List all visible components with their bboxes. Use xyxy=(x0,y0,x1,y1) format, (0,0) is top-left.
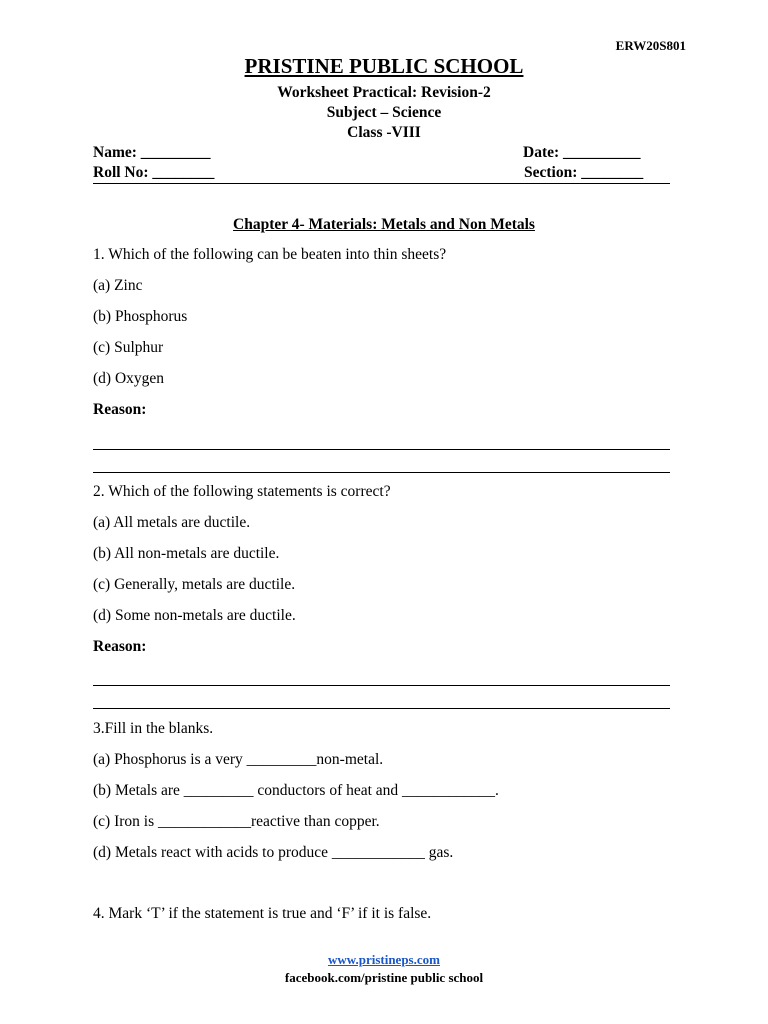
question-2-option-d: (d) Some non-metals are ductile. xyxy=(93,607,296,624)
question-3-item-c: (c) Iron is ____________reactive than copper. xyxy=(93,813,380,830)
section-field: Section: ________ xyxy=(524,164,644,181)
question-1-option-c: (c) Sulphur xyxy=(93,339,164,356)
question-3-item-a: (a) Phosphorus is a very _________non-metal. xyxy=(93,751,384,768)
document-code: ERW20S801 xyxy=(615,38,686,53)
class-line: Class -VIII xyxy=(347,124,421,141)
question-3-item-d: (d) Metals react with acids to produce ____________ gas. xyxy=(93,844,454,861)
question-2-answer-line xyxy=(93,685,670,686)
question-1-answer-line xyxy=(93,449,670,450)
question-1-option-b: (b) Phosphorus xyxy=(93,308,188,325)
question-3-item-b: (b) Metals are _________ conductors of heat and ____________. xyxy=(93,782,499,799)
question-2: 2. Which of the following statements is correct? xyxy=(93,483,391,500)
chapter-title: Chapter 4- Materials: Metals and Non Metals xyxy=(233,216,535,233)
question-2-option-b: (b) All non-metals are ductile. xyxy=(93,545,280,562)
roll-number-field: Roll No: ________ xyxy=(93,164,215,181)
question-2-reason-label: Reason: xyxy=(93,638,147,655)
date-field: Date: __________ xyxy=(523,144,641,161)
question-1-option-d: (d) Oxygen xyxy=(93,370,165,387)
worksheet-title: Worksheet Practical: Revision-2 xyxy=(277,84,491,101)
footer-website-link[interactable]: www.pristineps.com xyxy=(328,952,440,967)
question-2-option-a: (a) All metals are ductile. xyxy=(93,514,251,531)
question-2-answer-line xyxy=(93,708,670,709)
question-1-option-a: (a) Zinc xyxy=(93,277,143,294)
school-name: PRISTINE PUBLIC SCHOOL xyxy=(244,54,524,78)
question-1-reason-label: Reason: xyxy=(93,401,147,418)
question-1-answer-line xyxy=(93,472,670,473)
question-1: 1. Which of the following can be beaten into thin sheets? xyxy=(93,246,447,263)
question-2-option-c: (c) Generally, metals are ductile. xyxy=(93,576,296,593)
name-field: Name: _________ xyxy=(93,144,211,161)
question-3: 3.Fill in the blanks. xyxy=(93,720,214,737)
footer-facebook: facebook.com/pristine public school xyxy=(284,970,484,985)
subject-line: Subject – Science xyxy=(326,104,442,121)
question-4: 4. Mark ‘T’ if the statement is true and ‘F’ if it is false. xyxy=(93,905,432,922)
header-divider xyxy=(93,183,670,184)
